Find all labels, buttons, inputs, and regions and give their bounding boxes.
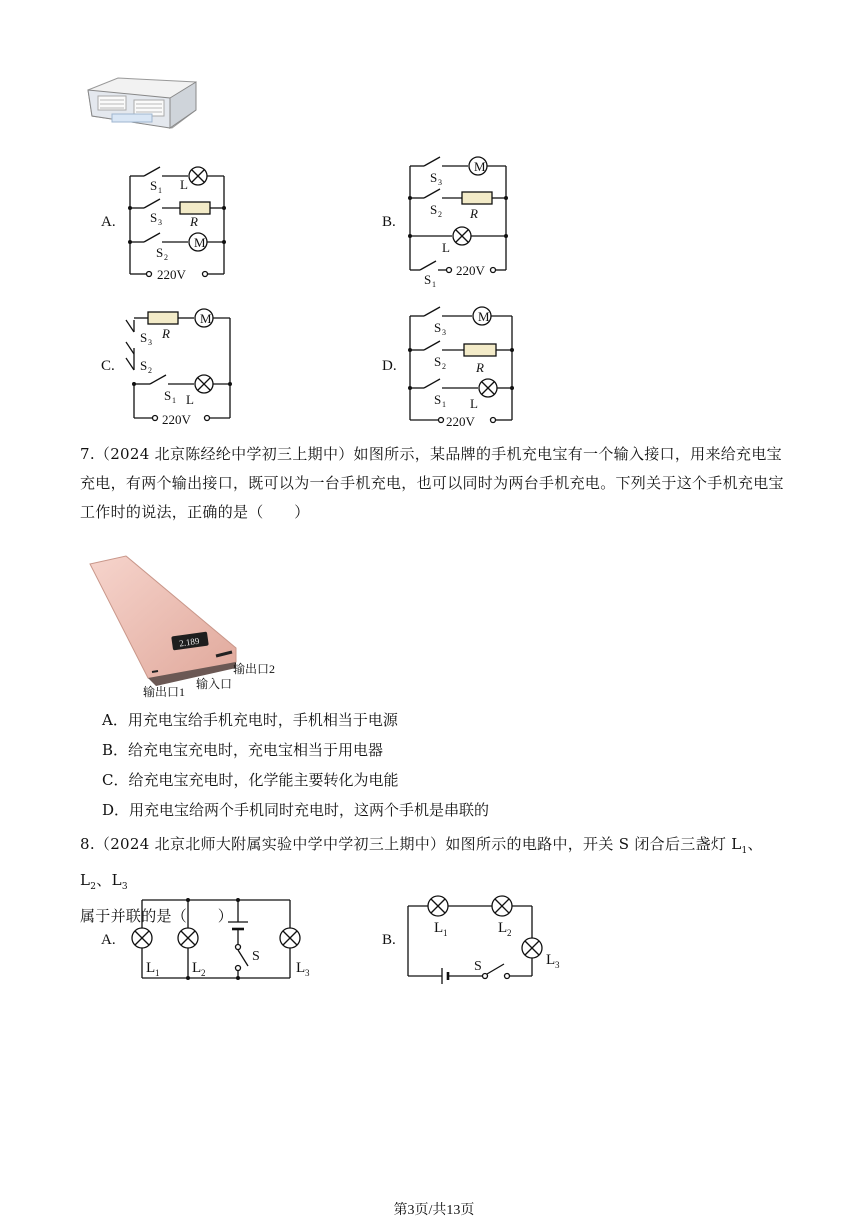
svg-text:R: R bbox=[470, 206, 478, 221]
output-port-1-label: 输出口1 bbox=[143, 685, 186, 699]
svg-text:1: 1 bbox=[443, 928, 448, 938]
svg-text:3: 3 bbox=[438, 178, 442, 187]
svg-text:S: S bbox=[164, 388, 172, 403]
svg-text:L: L bbox=[186, 392, 194, 407]
option-label-b: B. bbox=[382, 214, 396, 230]
input-port-label: 输入口 bbox=[196, 677, 233, 691]
power-bank-image bbox=[86, 552, 286, 700]
svg-text:2: 2 bbox=[148, 366, 152, 375]
svg-text:S: S bbox=[252, 949, 260, 964]
svg-text:3: 3 bbox=[442, 328, 446, 337]
svg-text:L: L bbox=[470, 396, 478, 411]
circuit-diagram-d bbox=[402, 300, 520, 430]
q7-choice-c: C．给充电宝充电时，化学能主要转化为电能 bbox=[102, 771, 399, 789]
svg-text:S: S bbox=[434, 320, 442, 335]
q7-choice-a: A．用充电宝给手机充电时，手机相当于电源 bbox=[102, 711, 398, 729]
svg-text:220V: 220V bbox=[162, 412, 191, 427]
svg-text:R: R bbox=[190, 214, 198, 229]
svg-text:S: S bbox=[474, 959, 482, 974]
svg-text:L: L bbox=[296, 960, 306, 976]
svg-text:220V: 220V bbox=[157, 267, 186, 282]
svg-text:220V: 220V bbox=[446, 414, 475, 429]
q7-choice-b: B．给充电宝充电时，充电宝相当于用电器 bbox=[102, 741, 384, 759]
svg-text:2: 2 bbox=[442, 362, 446, 371]
svg-text:S: S bbox=[430, 202, 438, 217]
svg-text:L: L bbox=[546, 952, 556, 968]
svg-text:L: L bbox=[192, 960, 202, 976]
svg-text:L: L bbox=[498, 920, 508, 936]
svg-text:2: 2 bbox=[507, 928, 512, 938]
svg-text:1: 1 bbox=[442, 400, 446, 409]
svg-text:L: L bbox=[434, 920, 444, 936]
svg-text:M: M bbox=[478, 309, 490, 324]
motor-label: M bbox=[194, 235, 206, 250]
circuit-diagram-a bbox=[122, 158, 234, 284]
bath-heater-image bbox=[84, 72, 200, 134]
svg-text:S: S bbox=[434, 354, 442, 369]
svg-text:S: S bbox=[156, 245, 164, 260]
option-label-a: A. bbox=[101, 214, 116, 230]
svg-text:1: 1 bbox=[172, 396, 176, 405]
svg-text:3: 3 bbox=[305, 968, 310, 978]
circuit-8-a bbox=[120, 892, 316, 986]
svg-text:3: 3 bbox=[158, 218, 162, 227]
svg-text:S: S bbox=[434, 392, 442, 407]
svg-text:3: 3 bbox=[148, 338, 152, 347]
q7-choice-d: D．用充电宝给两个手机同时充电时，这两个手机是串联的 bbox=[102, 801, 490, 819]
svg-text:1: 1 bbox=[155, 968, 160, 978]
svg-text:2: 2 bbox=[164, 253, 168, 262]
q8-option-label-b: B. bbox=[382, 932, 396, 948]
question-7-stem: 7.（2024 北京陈经纶中学初三上期中）如图所示，某品牌的手机充电宝有一个输入接口，用来给充电宝充电，有两个输出接口，既可以为一台手机充电，也可以同时为两台手机充电。下列关于这个手机充电宝工作时的说法，正确的是（ ） bbox=[80, 445, 784, 521]
svg-text:S: S bbox=[150, 210, 158, 225]
svg-text:L: L bbox=[146, 960, 156, 976]
svg-text:2: 2 bbox=[201, 968, 206, 978]
svg-text:220V: 220V bbox=[456, 263, 485, 278]
q8-option-label-a: A. bbox=[101, 932, 116, 948]
circuit-diagram-c bbox=[122, 304, 238, 430]
svg-text:R: R bbox=[162, 326, 170, 341]
svg-text:M: M bbox=[474, 159, 486, 174]
svg-text:S: S bbox=[424, 272, 432, 287]
svg-text:L: L bbox=[180, 177, 188, 192]
svg-text:1: 1 bbox=[432, 280, 436, 288]
svg-text:M: M bbox=[200, 311, 212, 326]
svg-text:1: 1 bbox=[158, 186, 162, 195]
circuit-8-b bbox=[400, 892, 580, 984]
option-label-d: D. bbox=[382, 358, 397, 374]
svg-text:L: L bbox=[442, 240, 450, 255]
svg-text:2: 2 bbox=[438, 210, 442, 219]
svg-text:S: S bbox=[140, 358, 148, 373]
option-label-c: C. bbox=[101, 358, 115, 374]
page-footer: 第3页/共13页 bbox=[393, 1203, 475, 1218]
svg-text:S: S bbox=[140, 330, 148, 345]
svg-text:3: 3 bbox=[555, 960, 560, 970]
question-8-stem: 8.（2024 北京北师大附属实验中学中学初三上期中）如图所示的电路中，开关 S 闭合后三盏灯 $L_1$、$L_2$、$L_3$ 属于并联的是（ ） bbox=[80, 835, 763, 925]
svg-text:S: S bbox=[150, 178, 158, 193]
output-port-2-label: 输出口2 bbox=[233, 662, 276, 676]
svg-text:R: R bbox=[476, 360, 484, 375]
circuit-diagram-b bbox=[402, 152, 516, 288]
svg-text:2.189: 2.189 bbox=[178, 635, 200, 649]
svg-text:S: S bbox=[430, 170, 438, 185]
